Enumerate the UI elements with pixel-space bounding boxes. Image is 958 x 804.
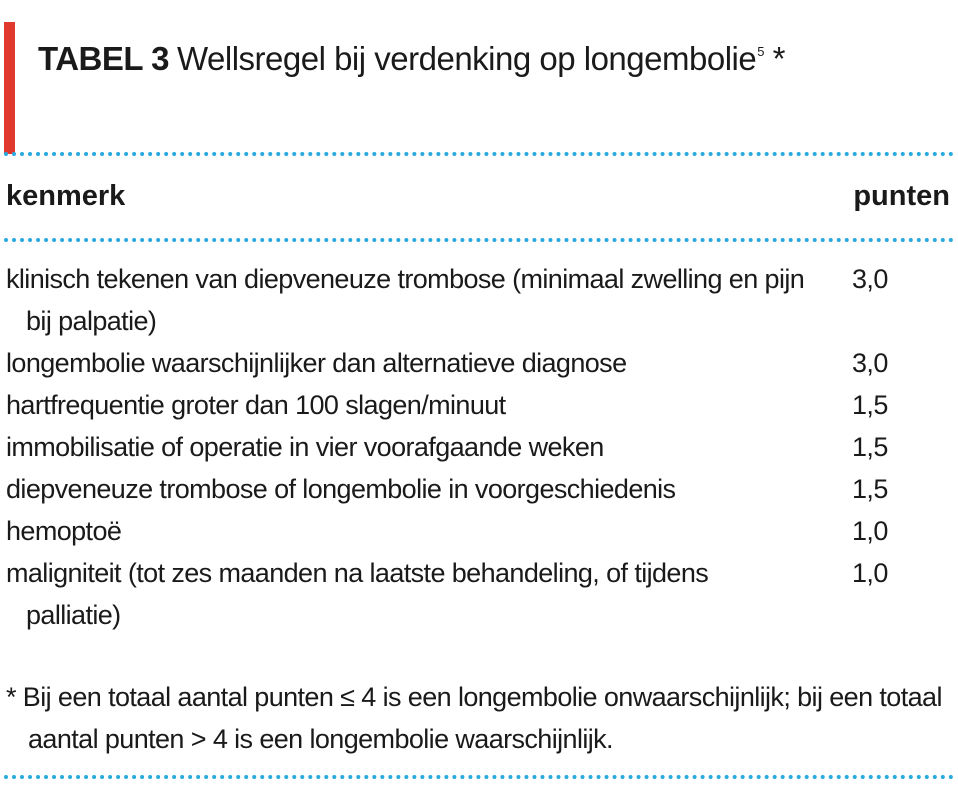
row-criterion: hartfrequentie groter dan 100 slagen/minuut (6, 390, 506, 420)
table-row (6, 342, 950, 384)
header-criterion: kenmerk (6, 180, 126, 212)
row-points: 3,0 (852, 348, 888, 378)
table-row (6, 384, 950, 426)
row-criterion: hemoptoë (6, 516, 122, 546)
table-row (6, 426, 950, 468)
header-points: punten (853, 180, 950, 212)
row-criterion: diepveneuze trombose of longembolie in voorgeschiedenis (6, 474, 676, 504)
accent-bar (4, 22, 15, 154)
table-title (38, 30, 785, 81)
row-criterion: maligniteit (tot zes maanden na laatste behandeling, of tijdens palliatie) (6, 558, 709, 630)
table-row (6, 510, 950, 552)
row-points: 1,5 (852, 390, 888, 420)
table-number: TABEL 3 (38, 40, 169, 77)
row-points: 1,5 (852, 432, 888, 462)
divider-bottom (4, 775, 954, 779)
row-points: 1,0 (852, 558, 888, 588)
row-criterion: immobilisatie of operatie in vier voorafgaande weken (6, 432, 604, 462)
divider-top (4, 152, 954, 156)
footnote: * Bij een totaal aantal punten ≤ 4 is een longembolie onwaarschijnlijk; bij een totaal aantal punten > 4 is een longembolie waarschijnlijk. (6, 682, 942, 754)
row-points: 1,0 (852, 516, 888, 546)
divider-header (4, 238, 954, 242)
table-body (6, 258, 950, 636)
title-text: Wellsregel bij verdenking op longembolie (176, 40, 757, 77)
reference-superscript: 5 (757, 44, 764, 59)
table-row (6, 552, 950, 636)
row-points: 1,5 (852, 474, 888, 504)
table-row (6, 258, 950, 342)
row-criterion: longembolie waarschijnlijker dan alternatieve diagnose (6, 348, 627, 378)
row-criterion: klinisch tekenen van diepveneuze trombose (minimaal zwelling en pijn bij palpatie) (6, 264, 805, 336)
footnote-marker: * (772, 40, 785, 77)
table-row (6, 468, 950, 510)
row-points: 3,0 (852, 264, 888, 294)
